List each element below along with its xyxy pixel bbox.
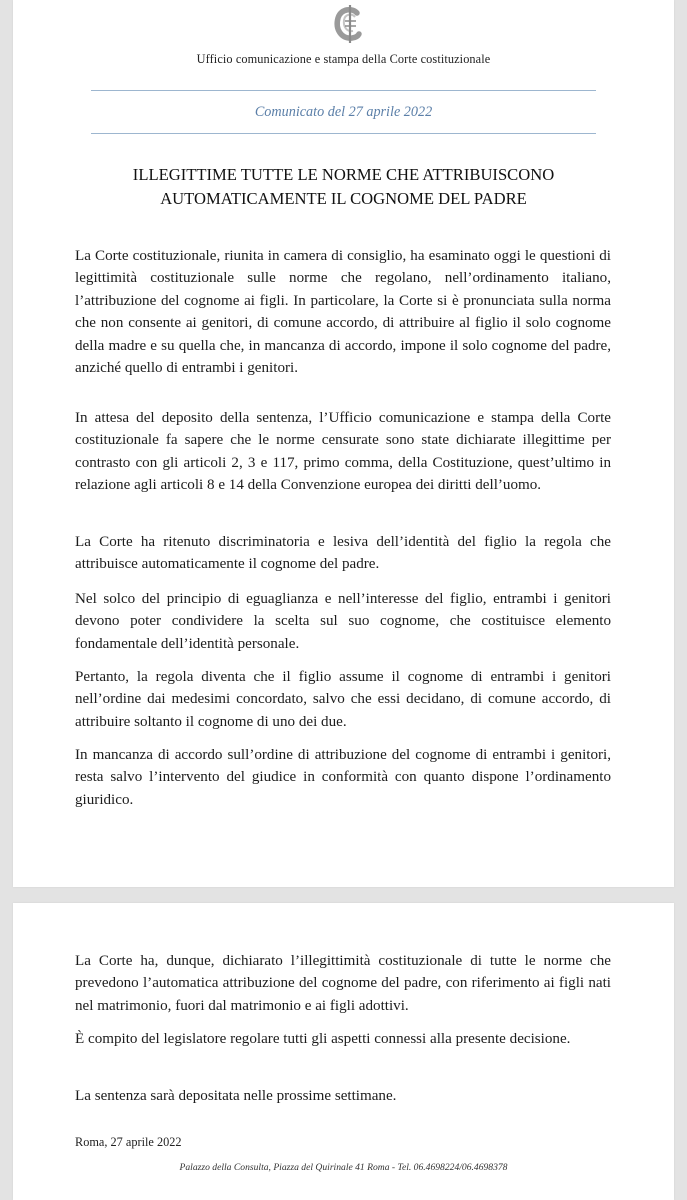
body-paragraph: Pertanto, la regola diventa che il figlio assume il cognome di entrambi i genitori nell’ordine dai medesimi concordato, salvo che essi decidano, di comune accordo, di attribuire soltanto il cognome di uno dei due. xyxy=(75,669,611,730)
header-divider-bottom xyxy=(91,133,596,134)
signature-date: Roma, 27 aprile 2022 xyxy=(75,1135,182,1149)
document-page-1 xyxy=(13,0,674,887)
body-paragraph: In attesa del deposito della sentenza, l’Ufficio comunicazione e stampa della Corte costituzionale fa sapere che le norme censurate sono state dichiarate illegittime per contrasto con gli articoli 2, 3 e 117, primo comma, della Costituzione, quest’ultimo in relazione agli articoli 8 e 14 della Convenzione europea dei diritti dell’uomo. xyxy=(75,410,611,494)
header-divider-top xyxy=(91,90,596,91)
page-footer: Palazzo della Consulta, Piazza del Quirinale 41 Roma - Tel. 06.4698224/06.4698378 xyxy=(179,1162,508,1173)
body-paragraph: Nel solco del principio di eguaglianza e nell’interesse del figlio, entrambi i genitori devono poter condividere la scelta sul suo cognome, che costituisce elemento fondamentale dell’identità personale. xyxy=(75,591,611,652)
body-paragraph: È compito del legislatore regolare tutti gli aspetti connessi alla presente decisione. xyxy=(75,1031,571,1047)
body-paragraph: La Corte ha, dunque, dichiarato l’illegittimità costituzionale di tutte le norme che prevedono l’automatica attribuzione del cognome del padre, con riferimento ai figli nati nel matrimonio, fuori dal matrimonio e ai figli adottivi. xyxy=(75,953,611,1014)
title-line: AUTOMATICAMENTE IL COGNOME DEL PADRE xyxy=(160,189,527,208)
page-title xyxy=(53,163,634,211)
document-page-2 xyxy=(13,903,674,1200)
body-paragraph: La Corte ha ritenuto discriminatoria e lesiva dell’identità del figlio la regola che attribuisce automaticamente il cognome del padre. xyxy=(75,534,611,573)
press-release-date: Comunicato del 27 aprile 2022 xyxy=(254,104,433,120)
body-paragraph: In mancanza di accordo sull’ordine di attribuzione del cognome di entrambi i genitori, resta salvo l’intervento del giudice in conformità con quanto dispone l’ordinamento giuridico. xyxy=(75,747,611,808)
body-paragraph: La sentenza sarà depositata nelle prossime settimane. xyxy=(75,1088,397,1104)
office-name: Ufficio comunicazione e stampa della Corte costituzionale xyxy=(196,52,491,66)
corte-costituzionale-logo-icon xyxy=(331,4,365,44)
title-line: ILLEGITTIME TUTTE LE NORME CHE ATTRIBUISCONO xyxy=(132,165,555,184)
body-paragraph: La Corte costituzionale, riunita in camera di consiglio, ha esaminato oggi le questioni di legittimità costituzionale sulle norme che regolano, nell’ordinamento italiano, l’attribuzione del cognome ai figli. In particolare, la Corte si è pronunciata sulla norma che non consente ai genitori, di comune accordo, di attribuire al figlio il solo cognome della madre e su quella che, in mancanza di accordo, impone il solo cognome del padre, anziché quello di entrambi i genitori. xyxy=(75,248,611,377)
